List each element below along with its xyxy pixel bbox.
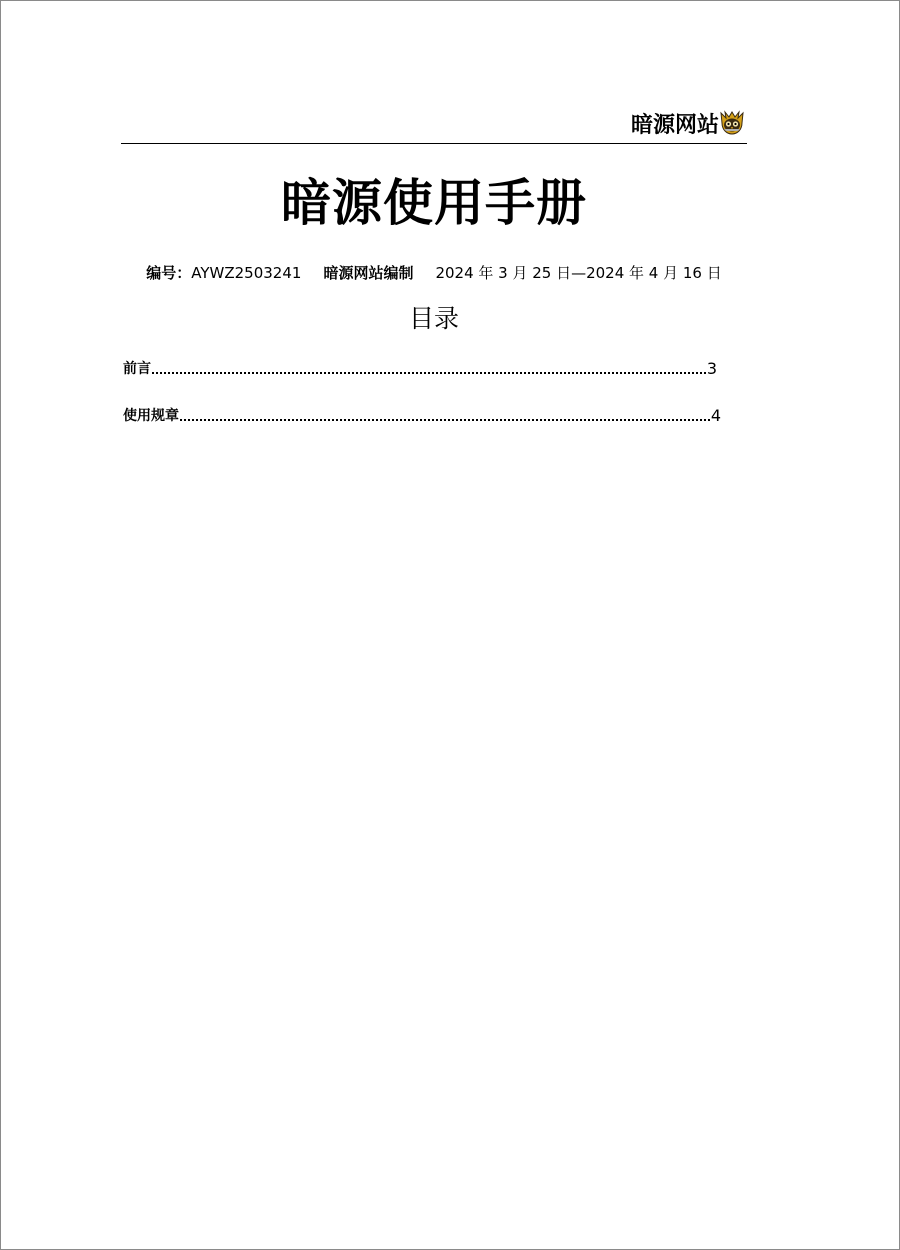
doc-number-value: AYWZ2503241 (191, 264, 302, 282)
toc-dot-leader (180, 419, 710, 421)
owl-emblem-icon (719, 110, 745, 136)
doc-date-range: 2024 年 3 月 25 日—2024 年 4 月 16 日 (435, 264, 722, 282)
toc-entry-page: 4 (710, 406, 721, 425)
toc-entry-rules[interactable] (123, 403, 721, 425)
toc-dot-leader (152, 372, 706, 374)
document-meta (121, 262, 747, 284)
toc-heading: 目录 (408, 304, 459, 333)
toc-entry-preface[interactable] (123, 356, 717, 378)
header-site-name: 暗源网站 (630, 113, 719, 138)
doc-compiler: 暗源网站编制 (323, 264, 414, 282)
doc-number-label: 编号： (146, 264, 192, 282)
document-title: 暗源使用手册 (281, 174, 587, 232)
page-header (121, 105, 747, 144)
toc-entry-label: 前言 (123, 361, 151, 377)
toc-entry-label: 使用规章 (123, 408, 179, 424)
toc-entry-page: 3 (706, 359, 717, 378)
